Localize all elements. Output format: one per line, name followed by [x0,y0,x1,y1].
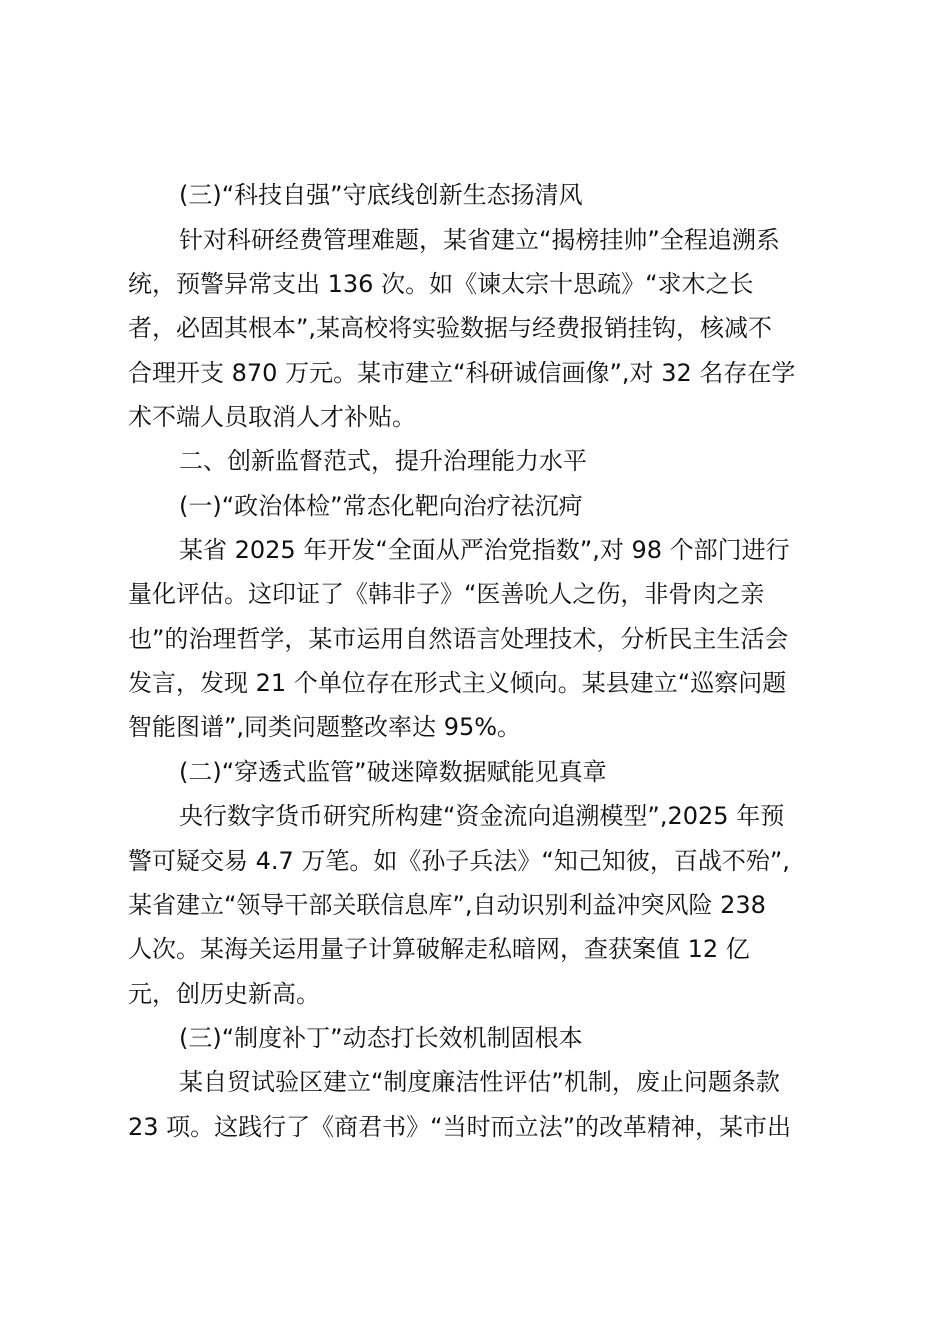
section-heading: (三)“科技自强”守底线创新生态扬清风 [179,181,583,209]
paragraph-line: 针对科研经费管理难题，某省建立“揭榜挂帅”全程追溯系 [179,226,780,254]
paragraph-line: 某省建立“领导干部关联信息库”,自动识别利益冲突风险 238 [128,891,766,919]
section-heading: (二)“穿透式监管”破迷障数据赋能见真章 [179,758,607,786]
paragraph-line: 人次。某海关运用量子计算破解走私暗网，查获案值 12 亿 [128,935,750,963]
paragraph-line: 23 项。这践行了《商君书》“当时而立法”的改革精神，某市出 [128,1113,792,1141]
paragraph-line: 也”的治理哲学，某市运用自然语言处理技术，分析民主生活会 [128,625,789,653]
paragraph-line: 央行数字货币研究所构建“资金流向追溯模型”,2025 年预 [179,802,785,830]
paragraph-line: 量化评估。这印证了《韩非子》“医善吮人之伤，非骨肉之亲 [128,580,765,608]
paragraph-line: 某省 2025 年开发“全面从严治党指数”,对 98 个部门进行 [179,536,790,564]
section-heading: (一)“政治体检”常态化靶向治疗祛沉疴 [179,492,583,520]
paragraph-line: 智能图谱”,同类问题整改率达 95%。 [128,713,522,741]
paragraph-line: 者，必固其根本”,某高校将实验数据与经费报销挂钩，核减不 [128,314,773,342]
paragraph-line: 警可疑交易 4.7 万笔。如《孙子兵法》“知己知彼，百战不殆”, [128,847,790,875]
section-heading: (三)“制度补丁”动态打长效机制固根本 [179,1024,583,1052]
paragraph-line: 合理开支 870 万元。某市建立“科研诚信画像”,对 32 名存在学 [128,359,796,387]
paragraph-line: 元，创历史新高。 [128,980,320,1008]
paragraph-line: 术不端人员取消人才补贴。 [128,403,416,431]
paragraph-line: 发言，发现 21 个单位存在形式主义倾向。某县建立“巡察问题 [128,669,787,697]
chapter-heading: 二、创新监督范式，提升治理能力水平 [179,447,587,475]
paragraph-line: 统，预警异常支出 136 次。如《谏太宗十思疏》“求木之长 [128,270,754,298]
paragraph-line: 某自贸试验区建立“制度廉洁性评估”机制，废止问题条款 [179,1068,780,1096]
